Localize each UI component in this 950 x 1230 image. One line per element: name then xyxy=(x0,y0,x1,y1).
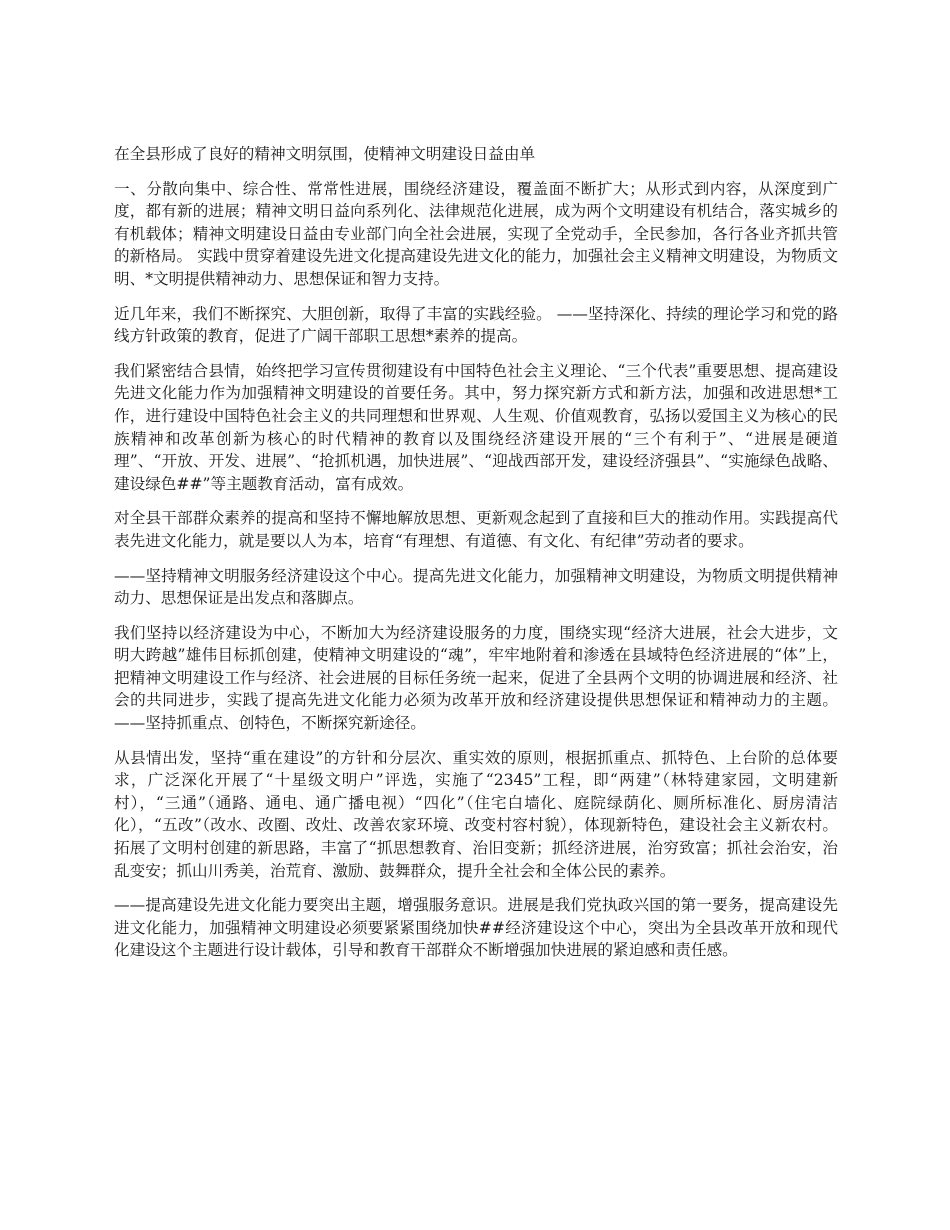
paragraph-3: 近几年来，我们不断探究、大胆创新，取得了丰富的实践经验。 ——坚持深化、持续的理论学习和党的路线方针政策的教育，促进了广阔干部职工思想*素养的提高。 xyxy=(114,304,838,346)
paragraph-7: 我们坚持以经济建设为中心，不断加大为经济建设服务的力度，围绕实现“经济大进展，社会大进步，文明大跨越”雄伟目标抓创建，使精神文明建设的“魂”，牢牢地附着和渗透在县域特色经济进展的“体”上，把精神文明建设工作与经济、社会进展的目标任务统一起来，促进了全县两个文明的协调进展和经济、社会的共同进步，实践了提高先进文化能力必须为改革开放和经济建设提供思想保证和精神动力的主题。 ——坚持抓重点、创特色，不断探究新途径。 xyxy=(114,623,838,733)
paragraph-2: 一、分散向集中、综合性、常常性进展，围绕经济建设，覆盖面不断扩大；从形式到内容，从深度到广度，都有新的进展；精神文明日益向系列化、法律规范化进展，成为两个文明建设有机结合，落实城乡的有机载体；精神文明建设日益由专业部门向全社会进展，实现了全党动手，全民参加，各行各业齐抓共管的新格局。 实践中贯穿着建设先进文化提高建设先进文化的能力，加强社会主义精神文明建设，为物质文明、*文明提供精神动力、思想保证和智力支持。 xyxy=(114,179,838,288)
paragraph-5: 对全县干部群众素养的提高和坚持不懈地解放思想、更新观念起到了直接和巨大的推动作用。实践提高代表先进文化能力，就是要以人为本，培育“有理想、有道德、有文化、有纪律”劳动者的要求。 xyxy=(114,509,838,550)
document-body xyxy=(114,143,838,974)
paragraph-8: 从县情出发，坚持“重在建设”的方针和分层次、重实效的原则，根据抓重点、抓特色、上台阶的总体要求，广泛深化开展了“十星级文明户”评选，实施了“2345”工程，即“两建”（林特建家园，文明建新村），“三通”（通路、通电、通广播电视）“四化”（住宅白墙化、庭院绿荫化、厕所标准化、厨房清洁化），“五改”（改水、改圈、改灶、改善农家环境、改变村容村貌），体现新特色，建设社会主义新农村。拓展了文明村创建的新思路，丰富了“抓思想教育、治旧变新；抓经济进展，治穷致富；抓社会治安，治乱变安；抓山川秀美，治荒育、激励、鼓舞群众，提升全社会和全体公民的素养。 xyxy=(114,748,838,880)
paragraph-1: 在全县形成了良好的精神文明氛围，使精神文明建设日益由单 xyxy=(114,145,536,163)
paragraph-9: ——提高建设先进文化能力要突出主题，增强服务意识。进展是我们党执政兴国的第一要务，提高建设先进文化能力，加强精神文明建设必须要紧紧围绕加快##经济建设这个中心，突出为全县改革开放和现代化建设这个主题进行设计载体，引导和教育干部群众不断增强加快进展的紧迫感和责任感。 xyxy=(114,896,838,960)
paragraph-6: ——坚持精神文明服务经济建设这个中心。提高先进文化能力，加强精神文明建设，为物质文明提供精神动力、思想保证是出发点和落脚点。 xyxy=(114,566,838,608)
paragraph-4: 我们紧密结合县情，始终把学习宣传贯彻建设有中国特色社会主义理论、“三个代表”重要思想、提高建设先进文化能力作为加强精神文明建设的首要任务。其中，努力探究新方式和新方法，加强和改进思想*工作，进行建设中国特色社会主义的共同理想和世界观、人生观、价值观教育，弘扬以爱国主义为核心的民族精神和改革创新为核心的时代精神的教育以及围绕经济建设开展的“三个有利于”、“进展是硬道理”、“开放、开发、进展”、“抢抓机遇，加快进展”、“迎战西部开发，建设经济强县”、“实施绿色战略、建设绿色##”等主题教育活动，富有成效。 xyxy=(114,361,838,493)
